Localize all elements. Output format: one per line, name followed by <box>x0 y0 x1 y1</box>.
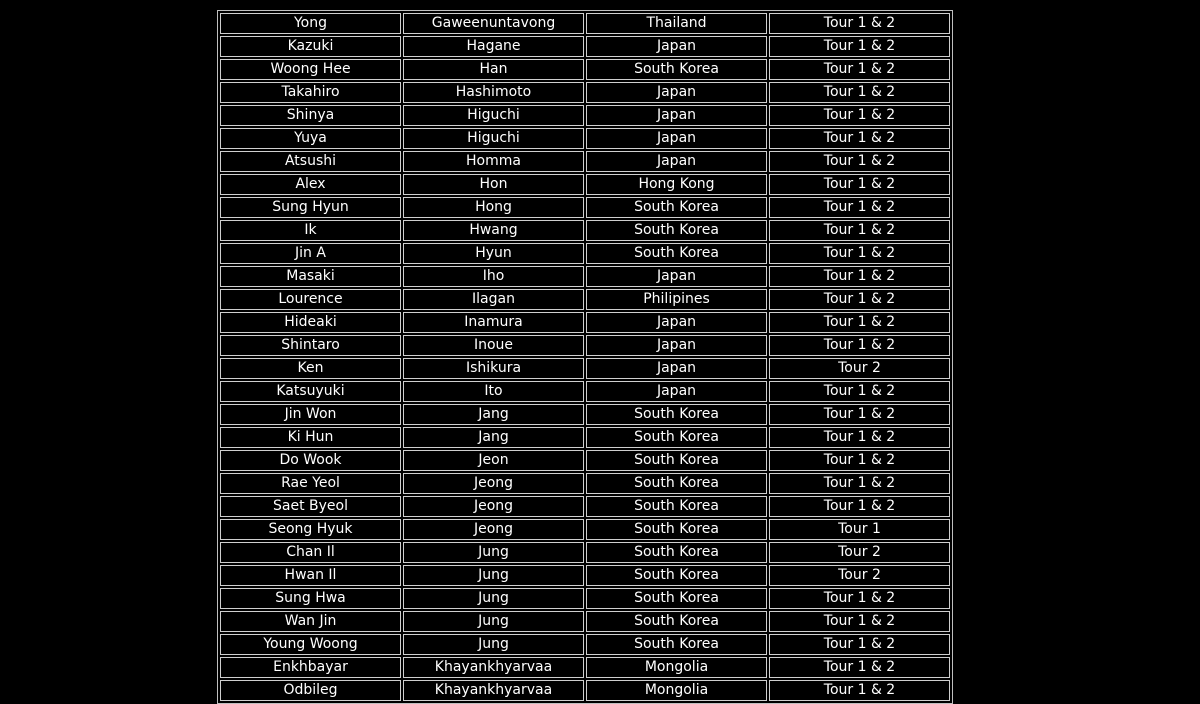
tour-cell: Tour 1 & 2 <box>769 381 950 402</box>
country-cell: South Korea <box>586 588 767 609</box>
table-row <box>220 289 950 310</box>
table-row <box>220 611 950 632</box>
last-name-cell: Jang <box>403 404 584 425</box>
last-name-cell: Hagane <box>403 36 584 57</box>
first-name-cell: Yong <box>220 13 401 34</box>
first-name-cell: Woong Hee <box>220 59 401 80</box>
country-cell: South Korea <box>586 519 767 540</box>
first-name-cell: Odbileg <box>220 680 401 701</box>
table-row <box>220 82 950 103</box>
tour-cell: Tour 1 & 2 <box>769 450 950 471</box>
table-row <box>220 473 950 494</box>
table-row <box>220 496 950 517</box>
tour-cell: Tour 1 & 2 <box>769 174 950 195</box>
first-name-cell: Alex <box>220 174 401 195</box>
first-name-cell: Ken <box>220 358 401 379</box>
country-cell: South Korea <box>586 404 767 425</box>
roster-table-body <box>220 13 950 701</box>
last-name-cell: Khayankhyarvaa <box>403 680 584 701</box>
last-name-cell: Jang <box>403 427 584 448</box>
last-name-cell: Jung <box>403 634 584 655</box>
table-row <box>220 680 950 701</box>
last-name-cell: Jeong <box>403 496 584 517</box>
last-name-cell: Iho <box>403 266 584 287</box>
table-row <box>220 13 950 34</box>
last-name-cell: Jung <box>403 565 584 586</box>
tour-cell: Tour 1 & 2 <box>769 473 950 494</box>
country-cell: Japan <box>586 381 767 402</box>
table-row <box>220 335 950 356</box>
last-name-cell: Gaweenuntavong <box>403 13 584 34</box>
last-name-cell: Jung <box>403 611 584 632</box>
table-row <box>220 450 950 471</box>
country-cell: Japan <box>586 36 767 57</box>
tour-cell: Tour 1 & 2 <box>769 611 950 632</box>
tour-cell: Tour 1 & 2 <box>769 657 950 678</box>
first-name-cell: Lourence <box>220 289 401 310</box>
table-row <box>220 312 950 333</box>
first-name-cell: Jin A <box>220 243 401 264</box>
table-row <box>220 427 950 448</box>
first-name-cell: Sung Hwa <box>220 588 401 609</box>
tour-cell: Tour 1 <box>769 519 950 540</box>
table-row <box>220 105 950 126</box>
tour-cell: Tour 1 & 2 <box>769 496 950 517</box>
tour-cell: Tour 1 & 2 <box>769 105 950 126</box>
last-name-cell: Inamura <box>403 312 584 333</box>
tour-cell: Tour 1 & 2 <box>769 13 950 34</box>
tour-cell: Tour 1 & 2 <box>769 289 950 310</box>
tour-cell: Tour 1 & 2 <box>769 680 950 701</box>
country-cell: South Korea <box>586 496 767 517</box>
first-name-cell: Atsushi <box>220 151 401 172</box>
last-name-cell: Higuchi <box>403 105 584 126</box>
table-row <box>220 266 950 287</box>
first-name-cell: Sung Hyun <box>220 197 401 218</box>
first-name-cell: Do Wook <box>220 450 401 471</box>
first-name-cell: Rae Yeol <box>220 473 401 494</box>
country-cell: South Korea <box>586 473 767 494</box>
first-name-cell: Young Woong <box>220 634 401 655</box>
country-cell: Thailand <box>586 13 767 34</box>
roster-table-container <box>217 10 953 704</box>
country-cell: South Korea <box>586 611 767 632</box>
tour-cell: Tour 1 & 2 <box>769 634 950 655</box>
table-row <box>220 404 950 425</box>
last-name-cell: Higuchi <box>403 128 584 149</box>
first-name-cell: Shinya <box>220 105 401 126</box>
tour-cell: Tour 1 & 2 <box>769 335 950 356</box>
table-row <box>220 358 950 379</box>
table-row <box>220 634 950 655</box>
table-row <box>220 220 950 241</box>
last-name-cell: Jung <box>403 542 584 563</box>
last-name-cell: Hong <box>403 197 584 218</box>
first-name-cell: Masaki <box>220 266 401 287</box>
tour-cell: Tour 2 <box>769 542 950 563</box>
tour-cell: Tour 1 & 2 <box>769 36 950 57</box>
country-cell: South Korea <box>586 427 767 448</box>
tour-cell: Tour 1 & 2 <box>769 197 950 218</box>
first-name-cell: Hideaki <box>220 312 401 333</box>
first-name-cell: Seong Hyuk <box>220 519 401 540</box>
country-cell: South Korea <box>586 542 767 563</box>
last-name-cell: Jeon <box>403 450 584 471</box>
country-cell: Mongolia <box>586 657 767 678</box>
last-name-cell: Ishikura <box>403 358 584 379</box>
tour-cell: Tour 1 & 2 <box>769 243 950 264</box>
country-cell: Hong Kong <box>586 174 767 195</box>
country-cell: South Korea <box>586 565 767 586</box>
tour-cell: Tour 1 & 2 <box>769 404 950 425</box>
country-cell: Japan <box>586 266 767 287</box>
roster-table <box>217 10 953 704</box>
tour-cell: Tour 1 & 2 <box>769 128 950 149</box>
table-row <box>220 128 950 149</box>
first-name-cell: Takahiro <box>220 82 401 103</box>
country-cell: Mongolia <box>586 680 767 701</box>
last-name-cell: Jeong <box>403 473 584 494</box>
tour-cell: Tour 2 <box>769 358 950 379</box>
last-name-cell: Hon <box>403 174 584 195</box>
country-cell: Japan <box>586 312 767 333</box>
country-cell: Philipines <box>586 289 767 310</box>
last-name-cell: Ito <box>403 381 584 402</box>
table-row <box>220 588 950 609</box>
last-name-cell: Inoue <box>403 335 584 356</box>
country-cell: South Korea <box>586 197 767 218</box>
last-name-cell: Han <box>403 59 584 80</box>
country-cell: South Korea <box>586 634 767 655</box>
tour-cell: Tour 1 & 2 <box>769 266 950 287</box>
last-name-cell: Jung <box>403 588 584 609</box>
first-name-cell: Kazuki <box>220 36 401 57</box>
first-name-cell: Enkhbayar <box>220 657 401 678</box>
first-name-cell: Jin Won <box>220 404 401 425</box>
first-name-cell: Hwan Il <box>220 565 401 586</box>
table-row <box>220 243 950 264</box>
tour-cell: Tour 1 & 2 <box>769 59 950 80</box>
country-cell: South Korea <box>586 450 767 471</box>
country-cell: Japan <box>586 335 767 356</box>
first-name-cell: Chan Il <box>220 542 401 563</box>
tour-cell: Tour 1 & 2 <box>769 312 950 333</box>
country-cell: South Korea <box>586 243 767 264</box>
first-name-cell: Saet Byeol <box>220 496 401 517</box>
country-cell: Japan <box>586 128 767 149</box>
country-cell: South Korea <box>586 220 767 241</box>
tour-cell: Tour 1 & 2 <box>769 427 950 448</box>
table-row <box>220 381 950 402</box>
country-cell: Japan <box>586 358 767 379</box>
tour-cell: Tour 1 & 2 <box>769 151 950 172</box>
country-cell: Japan <box>586 82 767 103</box>
first-name-cell: Katsuyuki <box>220 381 401 402</box>
first-name-cell: Yuya <box>220 128 401 149</box>
last-name-cell: Jeong <box>403 519 584 540</box>
country-cell: South Korea <box>586 59 767 80</box>
last-name-cell: Hwang <box>403 220 584 241</box>
table-row <box>220 151 950 172</box>
table-row <box>220 657 950 678</box>
tour-cell: Tour 2 <box>769 565 950 586</box>
last-name-cell: Hyun <box>403 243 584 264</box>
last-name-cell: Homma <box>403 151 584 172</box>
first-name-cell: Wan Jin <box>220 611 401 632</box>
last-name-cell: Ilagan <box>403 289 584 310</box>
table-row <box>220 519 950 540</box>
tour-cell: Tour 1 & 2 <box>769 220 950 241</box>
first-name-cell: Ki Hun <box>220 427 401 448</box>
last-name-cell: Hashimoto <box>403 82 584 103</box>
table-row <box>220 36 950 57</box>
first-name-cell: Shintaro <box>220 335 401 356</box>
table-row <box>220 542 950 563</box>
country-cell: Japan <box>586 105 767 126</box>
table-row <box>220 174 950 195</box>
tour-cell: Tour 1 & 2 <box>769 82 950 103</box>
table-row <box>220 59 950 80</box>
tour-cell: Tour 1 & 2 <box>769 588 950 609</box>
last-name-cell: Khayankhyarvaa <box>403 657 584 678</box>
country-cell: Japan <box>586 151 767 172</box>
table-row <box>220 565 950 586</box>
table-row <box>220 197 950 218</box>
first-name-cell: Ik <box>220 220 401 241</box>
